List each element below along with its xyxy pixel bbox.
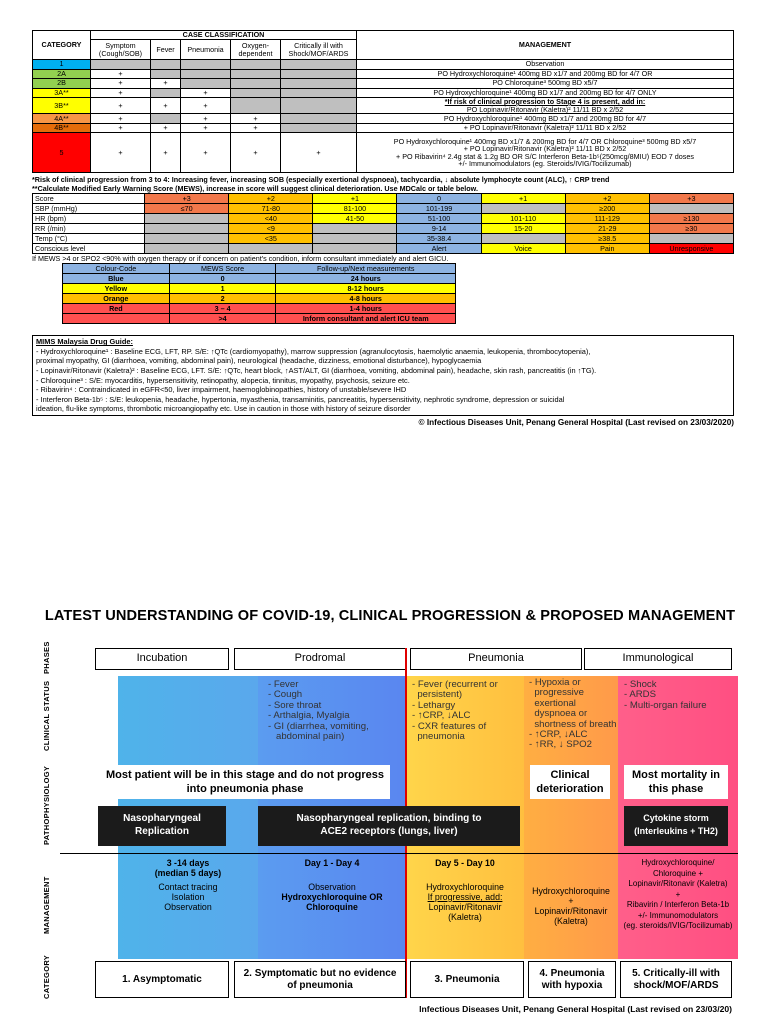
list-line: dyspnoea or — [529, 708, 588, 720]
mews-cell — [481, 234, 565, 244]
mews-cell: 81-100 — [313, 204, 397, 214]
case-row — [33, 123, 734, 133]
list-line: Ribavirin / Interferon Beta-1b — [626, 900, 730, 909]
mark-cell — [151, 69, 181, 79]
status-prodromal — [268, 680, 369, 742]
col-critical: Critically ill with Shock/MOF/ARDS — [281, 40, 357, 60]
mews-cell: 101-199 — [397, 204, 481, 214]
drug-guide-line: - Chloroquine³ : S/E: myocarditis, hypersensitivity, retinopathy, alopecia, tinnitus, myopathy, psychosis, seizure etc. — [36, 375, 410, 385]
category-pneumonia-hypoxia: 4. Pneumonia with hypoxia — [528, 961, 616, 998]
mews-cell: ≥38.5 — [565, 234, 649, 244]
category-cell: 4B** — [33, 123, 91, 133]
colour-header-cell: MEWS Score — [169, 264, 276, 274]
progression-infographic — [42, 608, 738, 1016]
prodromal-days: Day 1 - Day 4 — [304, 858, 360, 868]
mark-cell: + — [151, 79, 181, 89]
colour-header-cell: Follow-up/Next measurements — [276, 264, 456, 274]
list-line: Chloroquine + — [652, 868, 704, 878]
row-label-pathophysiology: PATHOPHYSIOLOGY — [42, 765, 51, 846]
mark-cell: + — [151, 123, 181, 133]
category-critically-ill: 5. Critically-ill with shock/MOF/ARDS — [620, 961, 732, 998]
list-line: + — [675, 889, 681, 899]
colour-cell: 1 — [169, 284, 276, 294]
mews-cell — [649, 234, 733, 244]
mews-row — [33, 204, 734, 214]
case-row — [33, 114, 734, 124]
list-line: persistent) — [412, 689, 463, 701]
mews-cell — [145, 244, 229, 254]
colour-row — [63, 304, 456, 314]
pneumonia-days: Day 5 - Day 10 — [435, 858, 495, 868]
list-line: Contact tracing — [158, 882, 218, 892]
list-line: Lopinavir/Ritonavir — [534, 906, 608, 916]
category-pneumonia: 3. Pneumonia — [410, 961, 524, 998]
mews-header-cell: +3 — [145, 194, 229, 204]
mews-footnote: If MEWS >4 or SPO2 <90% with oxygen therapy or if concern on patient's condition, inform consultant immediately and alert GICU. — [32, 254, 449, 264]
case-row — [33, 79, 734, 89]
list-line: pneumonia — [412, 731, 465, 743]
case-row — [33, 60, 734, 70]
mark-cell: + — [91, 98, 151, 114]
mgmt-pneumonia — [406, 858, 524, 922]
mews-cell: Pain — [565, 244, 649, 254]
management-cell — [357, 133, 734, 173]
drug-guide-line: - Hydroxychloroquine¹ : Baseline ECG, LFT, RP. S/E: ↑QTc (cardiomyopathy), marrow suppression (agranulocytosis, haemolytic anaemia, leukopenia, thrombocytopenia), — [36, 346, 591, 356]
category-cell: 3A** — [33, 88, 91, 98]
management-line: PO Hydroxychloroquine¹ 400mg BD x1/7 and 200mg BD for 4/7 — [443, 113, 647, 123]
mark-cell — [281, 60, 357, 70]
mews-cell: 21-29 — [565, 224, 649, 234]
phase-immunological: Immunological — [584, 648, 732, 670]
list-line: Lopinavir/Ritonavir — [428, 902, 502, 912]
drug-guide-line: - Interferon Beta-1b⁵ : S/E: leukopenia, headache, hypertonia, myasthenia, transaminitis, pancreatitis, hypersensitivity, nephrotic syndrome, depression or suicidal — [36, 394, 565, 404]
mews-row — [33, 224, 734, 234]
drug-guide-title: MIMS Malaysia Drug Guide: — [36, 337, 133, 347]
colour-code-table — [62, 263, 456, 324]
management-line: PO Chloroquine³ 500mg BD x5/7 — [492, 78, 598, 88]
row-label-phases: PHASES — [42, 641, 51, 674]
mark-cell — [231, 60, 281, 70]
mark-cell: + — [91, 69, 151, 79]
drug-guide-line: proximal myopathy, GI (diarrhoea, vomiting, abdominal pain), neurological (headache, dizziness, emotional disturbance), hypoglycaemia — [36, 356, 482, 366]
list-line: +/- Immunomodulators — [637, 910, 719, 920]
category-cell: 1 — [33, 60, 91, 70]
mark-cell — [151, 88, 181, 98]
management-line: +/- Immunomodulators (eg. Steroids/IVIG/Tocilizumab) — [458, 159, 632, 169]
category-cell: 3B** — [33, 98, 91, 114]
mark-cell — [281, 88, 357, 98]
mews-cell — [313, 244, 397, 254]
mews-cell: 111-129 — [565, 214, 649, 224]
list-line: - ↑RR, ↓ SPO2 — [529, 739, 592, 751]
phase-prodromal: Prodromal — [234, 648, 406, 670]
colour-header-cell: Colour-Code — [63, 264, 170, 274]
colour-cell: Inform consultant and alert ICU team — [276, 314, 456, 324]
mark-cell — [231, 88, 281, 98]
list-line: (Kaletra) — [448, 912, 482, 922]
mark-cell — [231, 79, 281, 89]
mews-cell: ≥30 — [649, 224, 733, 234]
management-line: PO Hydroxychloroquine¹ 400mg BD x1/7 and 200mg BD for 4/7 ONLY — [433, 87, 657, 97]
list-line: - Cough — [268, 689, 303, 701]
mews-cell: <35 — [229, 234, 313, 244]
mark-cell: + — [231, 114, 281, 124]
phase-pneumonia: Pneumonia — [410, 648, 582, 670]
list-line: - Shock — [624, 679, 657, 690]
list-line: - ↑CRP, ↓ALC — [529, 729, 588, 741]
col-oxygen: Oxygen-dependent — [231, 40, 281, 60]
mews-cell: Unresponsive — [649, 244, 733, 254]
infographic-title: LATEST UNDERSTANDING OF COVID-19, CLINICAL PROGRESSION & PROPOSED MANAGEMENT — [44, 608, 736, 624]
mgmt-incubation — [118, 858, 258, 912]
category-cell: 2B — [33, 79, 91, 89]
mews-header-cell: +1 — [313, 194, 397, 204]
list-line: - CXR features of — [412, 720, 487, 732]
colour-cell: Yellow — [63, 284, 170, 294]
mews-cell: <9 — [229, 224, 313, 234]
mews-label: Conscious level — [33, 244, 145, 254]
colour-cell: 0 — [169, 274, 276, 284]
management-line: + PO Lopinavir/Ritonavir (Kaletra)² 11/11 BD x 2/52 — [463, 144, 627, 154]
category-cell: 2A — [33, 69, 91, 79]
case-classification-table — [32, 30, 734, 173]
colour-cell: 3 – 4 — [169, 304, 276, 314]
list-line: Hydroxychloroquine OR — [281, 892, 383, 902]
category-header: CATEGORY — [33, 31, 91, 60]
mews-cell — [481, 204, 565, 214]
mark-cell: + — [181, 88, 231, 98]
mark-cell: + — [231, 123, 281, 133]
list-line: + — [568, 896, 574, 906]
most-mortality-note: Most mortality in this phase — [624, 765, 728, 799]
category-asymptomatic: 1. Asymptomatic — [95, 961, 229, 998]
list-line: - ARDS — [624, 689, 656, 701]
footer-copyright: © Infectious Diseases Unit, Penang General Hospital (Last revised on 23/03/2020) — [418, 417, 734, 427]
col-symptom: Symptom (Cough/SOB) — [91, 40, 151, 60]
colour-cell: 4-8 hours — [276, 294, 456, 304]
row-label-clinical-status: CLINICAL STATUS — [42, 680, 51, 752]
management-cell — [357, 60, 734, 70]
management-line: PO Hydroxychloroquine¹ 400mg BD x1/7 & 200mg BD for 4/7 OR Chloroquine³ 500mg BD x5/7 — [393, 136, 697, 146]
mark-cell: + — [151, 98, 181, 114]
list-line: Chloroquine — [306, 902, 358, 912]
mews-header-cell: +2 — [565, 194, 649, 204]
mark-cell — [91, 60, 151, 70]
list-line: - Fever — [268, 679, 299, 690]
management-line: PO Lopinavir/Ritonavir (Kaletra)² 11/11 BD x 2/52 — [466, 104, 624, 114]
status-immunological — [624, 680, 707, 711]
mark-cell: + — [91, 79, 151, 89]
mark-cell — [281, 123, 357, 133]
list-line: If progressive, add: — [427, 892, 503, 902]
mark-cell — [181, 69, 231, 79]
mark-cell: + — [91, 114, 151, 124]
list-line: Hydroxychloroquine/ — [641, 858, 715, 867]
incubation-median: (median 5 days) — [154, 868, 222, 878]
colour-cell: >4 — [169, 314, 276, 324]
drug-guide — [32, 335, 734, 416]
management-line: + PO Lopinavir/Ritonavir (Kaletra)² 11/11 BD x 2/52 — [463, 123, 627, 133]
colour-cell: 2 — [169, 294, 276, 304]
mews-cell — [649, 204, 733, 214]
list-line: exertional — [529, 697, 576, 709]
mews-label: Temp (°C) — [33, 234, 145, 244]
mark-cell: + — [91, 88, 151, 98]
row-label-management: MANAGEMENT — [42, 876, 51, 935]
mews-cell: ≤70 — [145, 204, 229, 214]
list-line: - GI (diarrhea, vomiting, — [268, 720, 369, 732]
mews-header-cell: +1 — [481, 194, 565, 204]
mews-cell: ≥130 — [649, 214, 733, 224]
cytokine-storm-box: Cytokine storm (Interleukins + TH2) — [624, 806, 728, 846]
drug-guide-line: ideation, flu-like symptoms, thrombotic microangiopathy etc. Use in caution in those with history of seizure disorder — [36, 404, 411, 414]
ace2-binding-box: Nasopharyngeal replication, binding to ACE2 receptors (lungs, liver) — [258, 806, 520, 846]
mark-cell — [281, 98, 357, 114]
mark-cell: + — [231, 133, 281, 173]
list-line: - Hypoxia or — [529, 677, 581, 688]
incubation-days: 3 -14 days — [166, 858, 210, 868]
management-line: + PO Ribavirin⁴ 2.4g stat & 1.2g BD OR S/C Interferon Beta-1b⁵(250mcg/8MIU) EOD 7 doses — [396, 151, 694, 161]
mark-cell: + — [181, 98, 231, 114]
management-line: PO Hydroxychloroquine¹ 400mg BD x1/7 and 200mg BD for 4/7 OR — [437, 68, 653, 78]
mews-label: SBP (mmHg) — [33, 204, 145, 214]
management-line: *If risk of clinical progression to Stage 4 is present, add in: — [444, 97, 646, 106]
mark-cell — [281, 79, 357, 89]
colour-row — [63, 284, 456, 294]
list-line: (eg. steroids/IVIG/Tocilizumab) — [623, 921, 733, 930]
mews-header-row — [33, 194, 734, 204]
mews-cell: Alert — [397, 244, 481, 254]
colour-row — [63, 294, 456, 304]
management-cell — [357, 114, 734, 124]
mark-cell: + — [91, 123, 151, 133]
mark-cell: + — [181, 133, 231, 173]
list-line: Observation — [164, 902, 212, 912]
mews-cell: 71-80 — [229, 204, 313, 214]
mews-row — [33, 234, 734, 244]
mews-cell: 35-38.4 — [397, 234, 481, 244]
list-line: - Arthalgia, Myalgia — [268, 710, 350, 722]
drug-guide-line: - Ribavirin⁴ : Contraindicated in eGFR<50, liver impairment, haemoglobinopathies, history of unstable/severe IHD — [36, 385, 407, 395]
list-line: progressive — [529, 687, 584, 699]
mews-cell: 15-20 — [481, 224, 565, 234]
list-line: Observation — [308, 882, 356, 892]
mgmt-hypoxia — [524, 886, 618, 926]
clinical-deterioration-note: Clinical deterioration — [530, 765, 610, 799]
drug-guide-line: - Lopinavir/Ritonavir (Kaletra)² : Baseline ECG, LFT. S/E: ↑QTc, heart block, ↑AST/ALT, GI (diarrhoea, vomiting, abdominal pain), headache, skin rash, pancreatitis (in ↑TG). — [36, 365, 597, 375]
colour-cell: Blue — [63, 274, 170, 284]
list-line: Hydroxychloroquine — [532, 886, 610, 896]
mews-cell — [145, 234, 229, 244]
case-row — [33, 98, 734, 114]
list-line: - Fever (recurrent or — [412, 679, 498, 690]
case-classification-header: CASE CLASSIFICATION — [91, 31, 357, 40]
row-label-category: CATEGORY — [42, 954, 51, 999]
colour-cell: 24 hours — [276, 274, 456, 284]
mews-header-cell: +2 — [229, 194, 313, 204]
mews-cell — [229, 244, 313, 254]
management-header: MANAGEMENT — [357, 31, 734, 60]
mgmt-prodromal — [258, 858, 406, 912]
list-line: - Lethargy — [412, 699, 456, 711]
mark-cell: + — [91, 133, 151, 173]
mark-cell — [151, 60, 181, 70]
list-line: Hydroxychloroquine — [426, 882, 504, 892]
col-pneumonia: Pneumonia — [181, 40, 231, 60]
list-line: - Sore throat — [268, 699, 322, 711]
mews-cell: 41-50 — [313, 214, 397, 224]
colour-cell: 8-12 hours — [276, 284, 456, 294]
mews-cell — [313, 224, 397, 234]
mews-cell: <40 — [229, 214, 313, 224]
management-cell — [357, 69, 734, 79]
mark-cell — [181, 79, 231, 89]
risk-note: *Risk of clinical progression from 3 to 4: Increasing fever, increasing SOB (especially exertional dyspnoea), tachycardia, ↓ absolute lymphocyte count (ALC), ↑ CRP trend — [32, 175, 610, 185]
mews-cell: 101-110 — [481, 214, 565, 224]
colour-cell: Orange — [63, 294, 170, 304]
status-pneumonia — [412, 680, 498, 742]
mews-cell: Voice — [481, 244, 565, 254]
mews-cell — [313, 234, 397, 244]
mews-row — [33, 244, 734, 254]
mews-table — [32, 193, 734, 254]
list-line: Isolation — [171, 892, 205, 902]
mews-header-cell: +3 — [649, 194, 733, 204]
mews-header-cell: Score — [33, 194, 145, 204]
mark-cell — [281, 114, 357, 124]
list-line: - Multi-organ failure — [624, 699, 707, 711]
category-cell: 4A** — [33, 114, 91, 124]
mews-note: **Calculate Modified Early Warning Score (MEWS), increase in score will suggest clinical deterioration. Use MDCalc or table below. — [32, 184, 478, 194]
phase-incubation: Incubation — [95, 648, 229, 670]
colour-row — [63, 314, 456, 324]
colour-cell: 1-4 hours — [276, 304, 456, 314]
colour-cell — [63, 314, 170, 324]
mews-label: RR (/min) — [33, 224, 145, 234]
category-cell: 5 — [33, 133, 91, 173]
mews-cell — [145, 224, 229, 234]
mews-cell: 51-100 — [397, 214, 481, 224]
colour-row — [63, 274, 456, 284]
infographic-footer: Infectious Diseases Unit, Penang General Hospital (Last revised on 23/03/20) — [419, 1004, 732, 1014]
mews-label: HR (bpm) — [33, 214, 145, 224]
most-patient-note: Most patient will be in this stage and do not progress into pneumonia phase — [100, 765, 390, 799]
mews-row — [33, 214, 734, 224]
case-row — [33, 69, 734, 79]
management-cell — [357, 79, 734, 89]
mews-header-cell: 0 — [397, 194, 481, 204]
mark-cell — [181, 60, 231, 70]
colour-cell: Red — [63, 304, 170, 314]
management-cell — [357, 123, 734, 133]
management-cell — [357, 98, 734, 114]
mgmt-immunological — [618, 858, 738, 932]
case-row — [33, 133, 734, 173]
mews-cell: 9-14 — [397, 224, 481, 234]
list-line: - ↑CRP, ↓ALC — [412, 710, 471, 722]
mews-cell: ≥200 — [565, 204, 649, 214]
mark-cell — [151, 114, 181, 124]
category-symptomatic: 2. Symptomatic but no evidence of pneumonia — [234, 961, 406, 998]
mark-cell — [281, 69, 357, 79]
list-line: (Kaletra) — [554, 916, 588, 926]
mark-cell: + — [151, 133, 181, 173]
colour-header-row — [63, 264, 456, 274]
divider-management — [60, 853, 738, 854]
mark-cell — [231, 69, 281, 79]
management-line: Observation — [525, 59, 565, 69]
list-line: abdominal pain) — [268, 731, 345, 743]
mark-cell: + — [181, 114, 231, 124]
list-line: shortness of breath — [529, 718, 617, 730]
mark-cell: + — [181, 123, 231, 133]
status-hypoxia — [529, 678, 616, 751]
nasopharyngeal-replication-box: Nasopharyngeal Replication — [98, 806, 226, 846]
mark-cell — [231, 98, 281, 114]
mark-cell: + — [281, 133, 357, 173]
mews-cell — [145, 214, 229, 224]
guideline-sheet — [32, 30, 734, 427]
list-line: Lopinavir/Ritonavir (Kaletra) — [628, 879, 728, 888]
col-fever: Fever — [151, 40, 181, 60]
